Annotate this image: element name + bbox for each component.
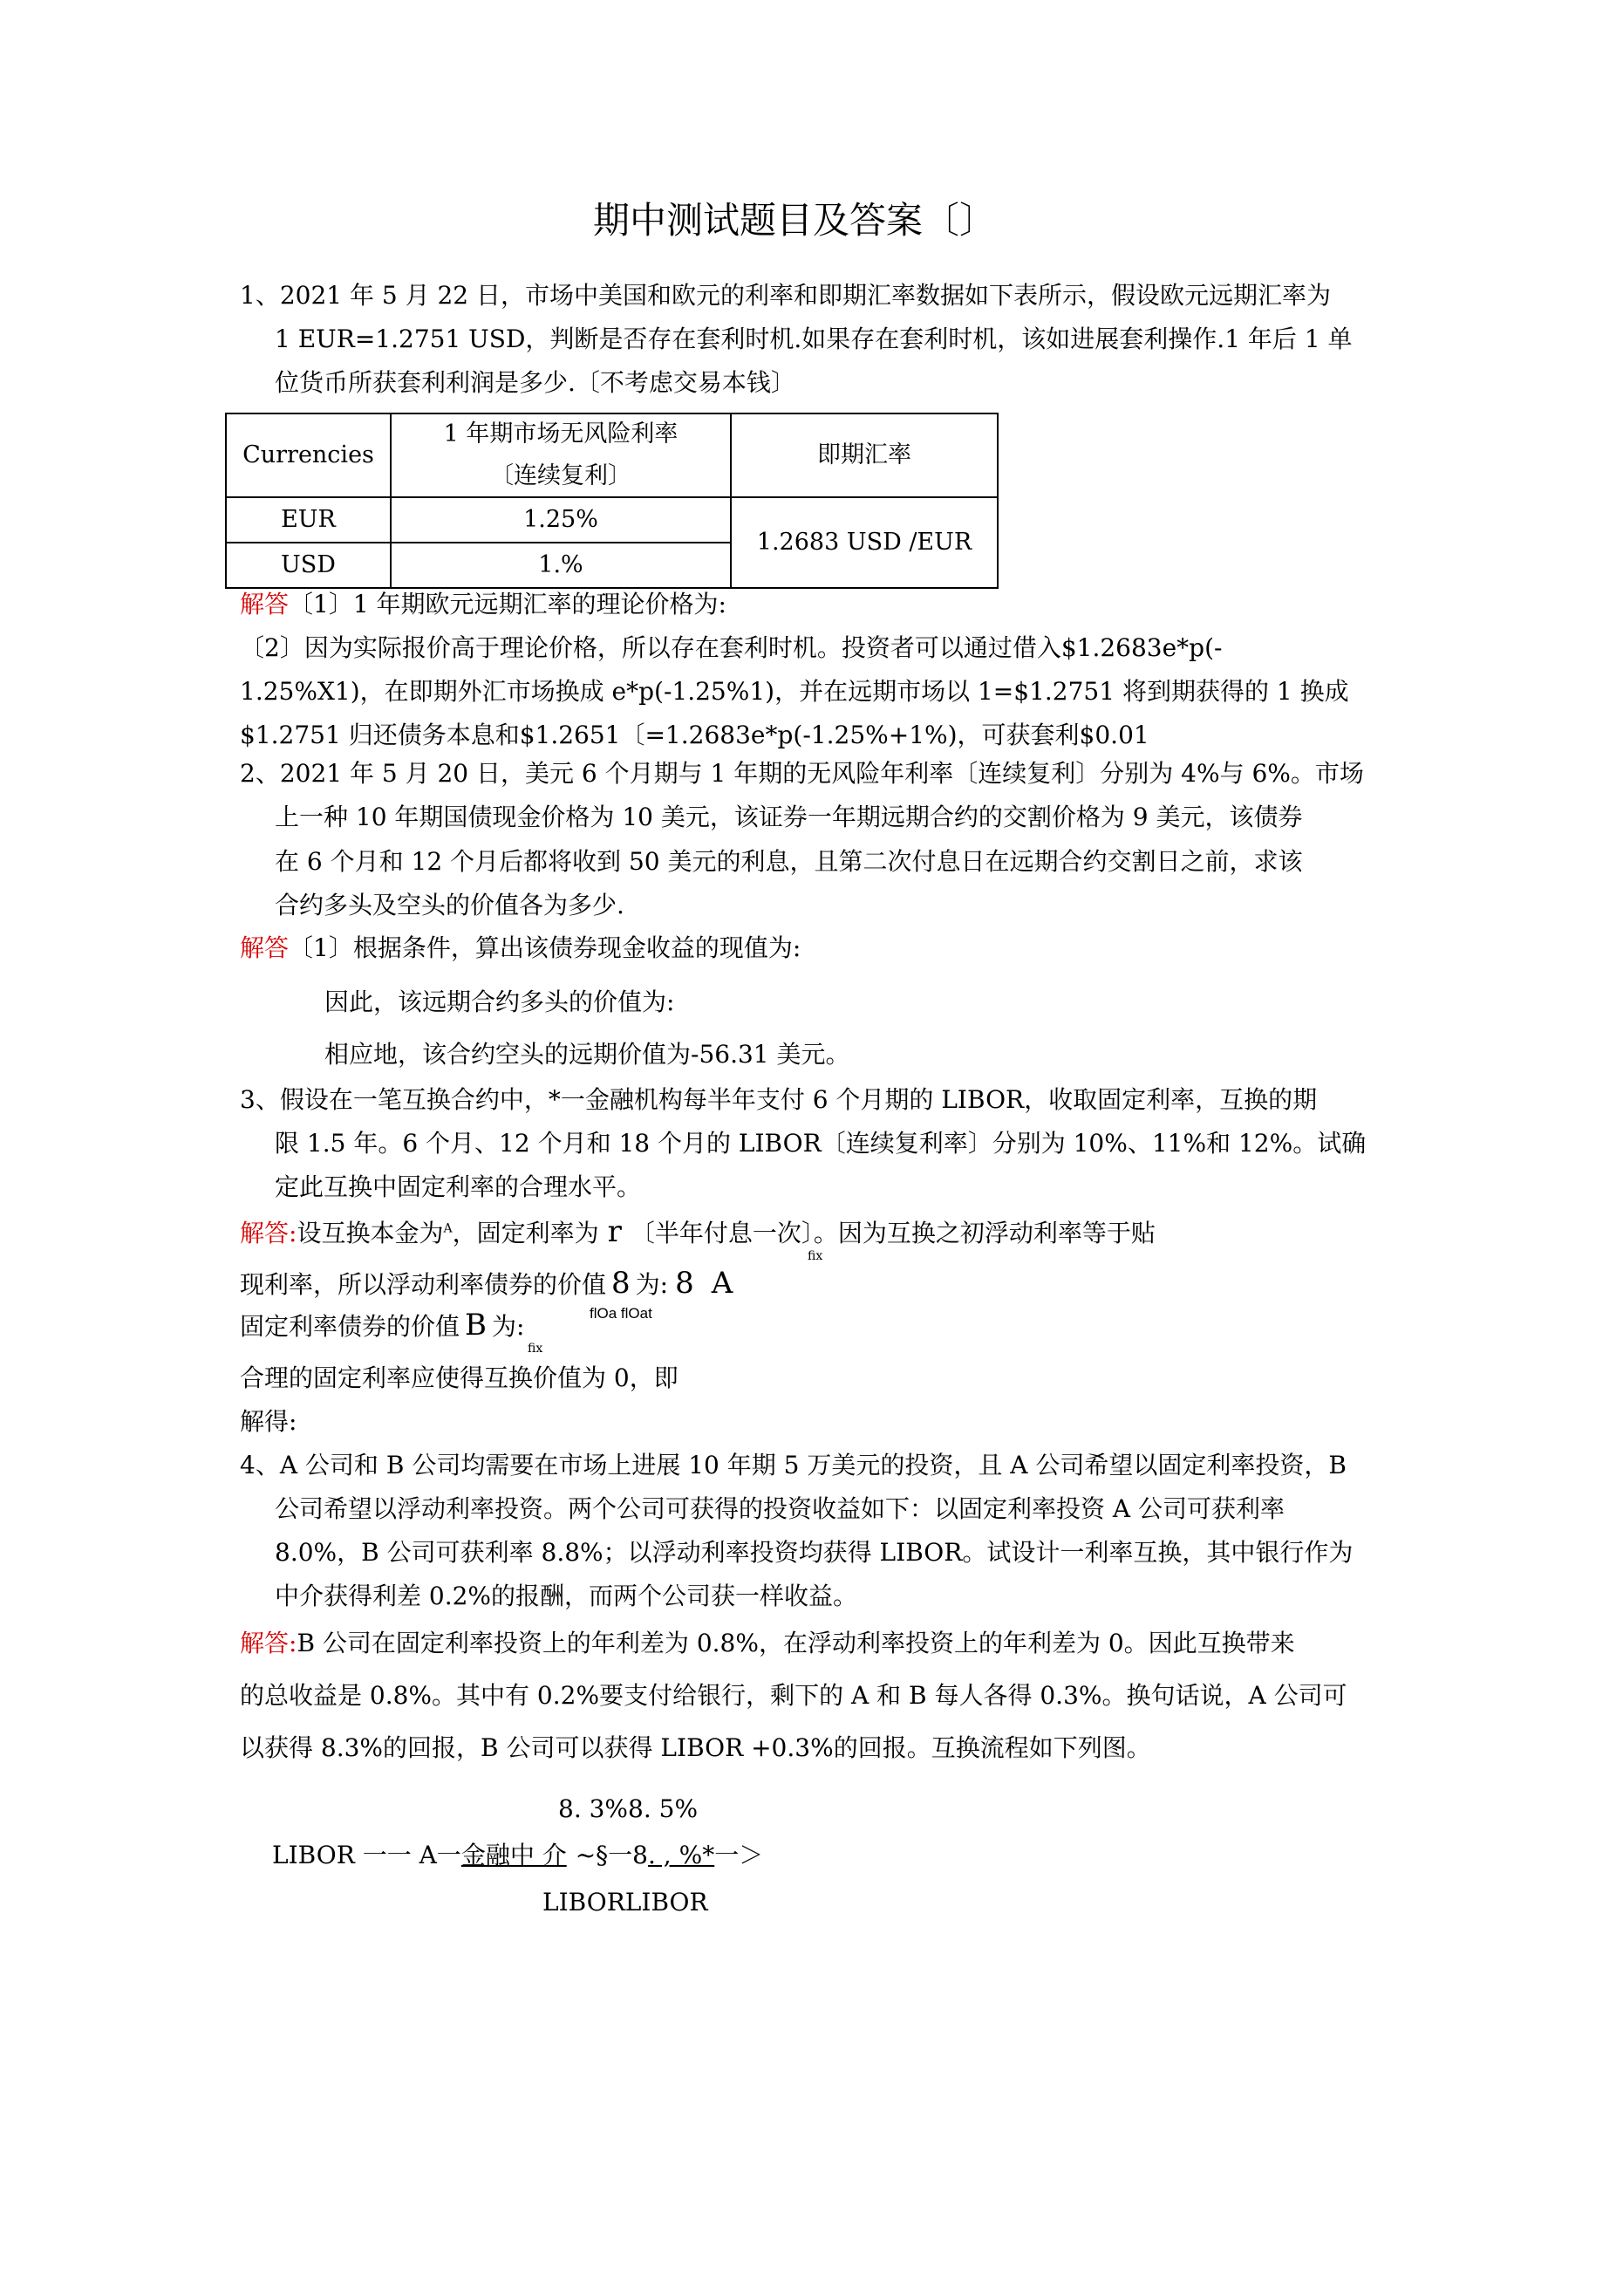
flow-mid-c: 一＞ bbox=[714, 1841, 764, 1869]
answer-label: 解答: bbox=[240, 1219, 297, 1247]
q4-line2: 公司希望以浮动利率投资。两个公司可获得的投资收益如下：以固定利率投资 A 公司可获利率 bbox=[275, 1494, 1285, 1523]
q4-line1: 4、A 公司和 B 公司均需要在市场上进展 10 年期 5 万美元的投资，且 A 公司希望以固定利率投资，B bbox=[240, 1451, 1347, 1479]
q2-line3: 在 6 个月和 12 个月后都将收到 50 美元的利息，且第二次付息日在远期合约交割日之前，求该 bbox=[275, 847, 1303, 876]
a4-line1-text: B 公司在固定利率投资上的年利差为 0.8%，在浮动利率投资上的年利差为 0。因此互换带来 bbox=[297, 1629, 1295, 1657]
header-spot-rate: 即期汇率 bbox=[731, 413, 998, 497]
a3-line3-text-a: 固定利率债券的价值 bbox=[240, 1312, 460, 1341]
answer-label: 解答 bbox=[240, 590, 290, 618]
q2-line2: 上一种 10 年期国债现金价格为 10 美元，该证券一年期远期合约的交割价格为 9 美元，该债券 bbox=[275, 803, 1303, 831]
header-rate-line2: 〔连续复利〕 bbox=[490, 462, 631, 489]
flow-mid-a: LIBOR 一一 A一 bbox=[272, 1841, 461, 1869]
a2-line1-text: 〔1〕根据条件，算出该债券现金收益的现值为: bbox=[289, 933, 801, 962]
flow-diagram-line bbox=[272, 1841, 763, 1870]
answer-label: 解答 bbox=[240, 933, 290, 962]
a3-line5: 解得: bbox=[240, 1407, 297, 1436]
rates-table bbox=[225, 413, 999, 589]
a3-line3-B: B bbox=[465, 1308, 488, 1343]
q2-line4: 合约多头及空头的价值各为多少. bbox=[275, 891, 624, 919]
q4-line3: 8.0%，B 公司可获利率 8.8%；以浮动利率投资均获得 LIBOR。试设计一利率互换，其中银行作为 bbox=[275, 1538, 1354, 1567]
a1-line1-text: 〔1〕1 年期欧元远期汇率的理论价格为: bbox=[289, 590, 726, 618]
a2-line1 bbox=[240, 933, 801, 963]
flow-intermediary: 金融中 介 bbox=[460, 1841, 567, 1869]
a3-line2-8a: 8 bbox=[675, 1266, 694, 1301]
header-risk-free-rate bbox=[391, 413, 731, 497]
q1-line3: 位货币所获套利利润是多少.〔不考虑交易本钱〕 bbox=[275, 368, 795, 397]
row-currency-usd: USD bbox=[226, 543, 391, 588]
a3-sub-fix1: fix bbox=[808, 1249, 823, 1263]
a4-line3: 以获得 8.3%的回报，B 公司可以获得 LIBOR +0.3%的回报。互换流程如下列图。 bbox=[240, 1733, 1151, 1762]
a2-line3: 相应地，该合约空头的远期价值为-56.31 美元。 bbox=[324, 1040, 850, 1069]
a3-r-symbol: r bbox=[607, 1214, 622, 1249]
spot-rate-value: 1.2683 USD /EUR bbox=[731, 497, 998, 588]
answer-label: 解答: bbox=[240, 1629, 297, 1657]
a3-line1-text-b: ，固定利率为 bbox=[452, 1219, 599, 1247]
a3-sup-a: A bbox=[443, 1221, 453, 1236]
q1-line2: 1 EUR=1.2751 USD，判断是否存在套利时机.如果存在套利时机，该如进展套利操作.1 年后 1 单 bbox=[275, 325, 1353, 353]
a3-line2-text-b: 为: bbox=[635, 1270, 669, 1299]
a1-line2: 〔2〕因为实际报价高于理论价格，所以存在套利时机。投资者可以通过借入$1.2683e*p(- bbox=[240, 633, 1223, 662]
q2-line1: 2、2021 年 5 月 20 日，美元 6 个月期与 1 年期的无风险年利率〔连续复利〕分别为 4%与 6%。市场 bbox=[240, 759, 1364, 788]
row-rate-eur: 1.25% bbox=[391, 497, 731, 543]
row-currency-eur: EUR bbox=[226, 497, 391, 543]
a2-line2: 因此，该远期合约多头的价值为: bbox=[324, 987, 675, 1016]
a3-line2-A: A bbox=[711, 1266, 733, 1301]
header-rate-line1: 1 年期市场无风险利率 bbox=[443, 420, 679, 448]
a1-line3: 1.25%X1)，在即期外汇市场换成 e*p(-1.25%1)，并在远期市场以 1=$1.2751 将到期获得的 1 换成 bbox=[240, 677, 1349, 706]
a3-float-sub: flOa flOat bbox=[590, 1305, 652, 1322]
flow-mid-ul2: . , %* bbox=[648, 1841, 715, 1869]
flow-bottom-libor: LIBORLIBOR bbox=[542, 1888, 708, 1917]
row-rate-usd: 1.% bbox=[391, 543, 731, 588]
a4-line1 bbox=[240, 1629, 1295, 1658]
header-currencies: Currencies bbox=[226, 413, 391, 497]
a3-line4: 合理的固定利率应使得互换价值为 0，即 bbox=[240, 1363, 679, 1392]
a3-line3-text-b: 为: bbox=[492, 1312, 525, 1341]
a3-line1-text-c: 〔半年付息一次〕。因为互换之初浮动利率等于贴 bbox=[630, 1219, 1156, 1247]
a3-line2-8: 8 bbox=[611, 1266, 631, 1301]
a3-line2 bbox=[240, 1267, 733, 1300]
q1-line1: 1、2021 年 5 月 22 日，市场中美国和欧元的利率和即期汇率数据如下表所示，假设欧元远期汇率为 bbox=[240, 281, 1332, 310]
a3-line2-text-a: 现利率，所以浮动利率债券的价值 bbox=[240, 1270, 607, 1299]
a4-line2: 的总收益是 0.8%。其中有 0.2%要支付给银行，剩下的 A 和 B 每人各得 0.3%。换句话说，A 公司可 bbox=[240, 1681, 1347, 1710]
flow-mid-b: ~§一8 bbox=[575, 1841, 648, 1869]
q3-line2: 限 1.5 年。6 个月、12 个月和 18 个月的 LIBOR〔连续复利率〕分别为 10%、11%和 12%。试确 bbox=[275, 1129, 1367, 1158]
q3-line1: 3、假设在一笔互换合约中，*一金融机构每半年支付 6 个月期的 LIBOR，收取固定利率，互换的期 bbox=[240, 1085, 1318, 1114]
page-title: 期中测试题目及答案〔〕 bbox=[593, 199, 997, 242]
a1-line4: $1.2751 归还债务本息和$1.2651〔=1.2683e*p(-1.25%+1%)，可获套利$0.01 bbox=[240, 721, 1149, 749]
a3-line3 bbox=[240, 1309, 524, 1342]
q4-line4: 中介获得利差 0.2%的报酬，而两个公司获一样收益。 bbox=[275, 1582, 858, 1610]
a3-line1 bbox=[240, 1215, 1156, 1248]
a1-line1 bbox=[240, 590, 726, 619]
q3-line3: 定此互换中固定利率的合理水平。 bbox=[275, 1172, 642, 1201]
a3-line1-text-a: 设互换本金为 bbox=[297, 1219, 444, 1247]
flow-top-rates: 8. 3%8. 5% bbox=[558, 1794, 699, 1823]
a3-sub-fix2: fix bbox=[528, 1342, 543, 1356]
